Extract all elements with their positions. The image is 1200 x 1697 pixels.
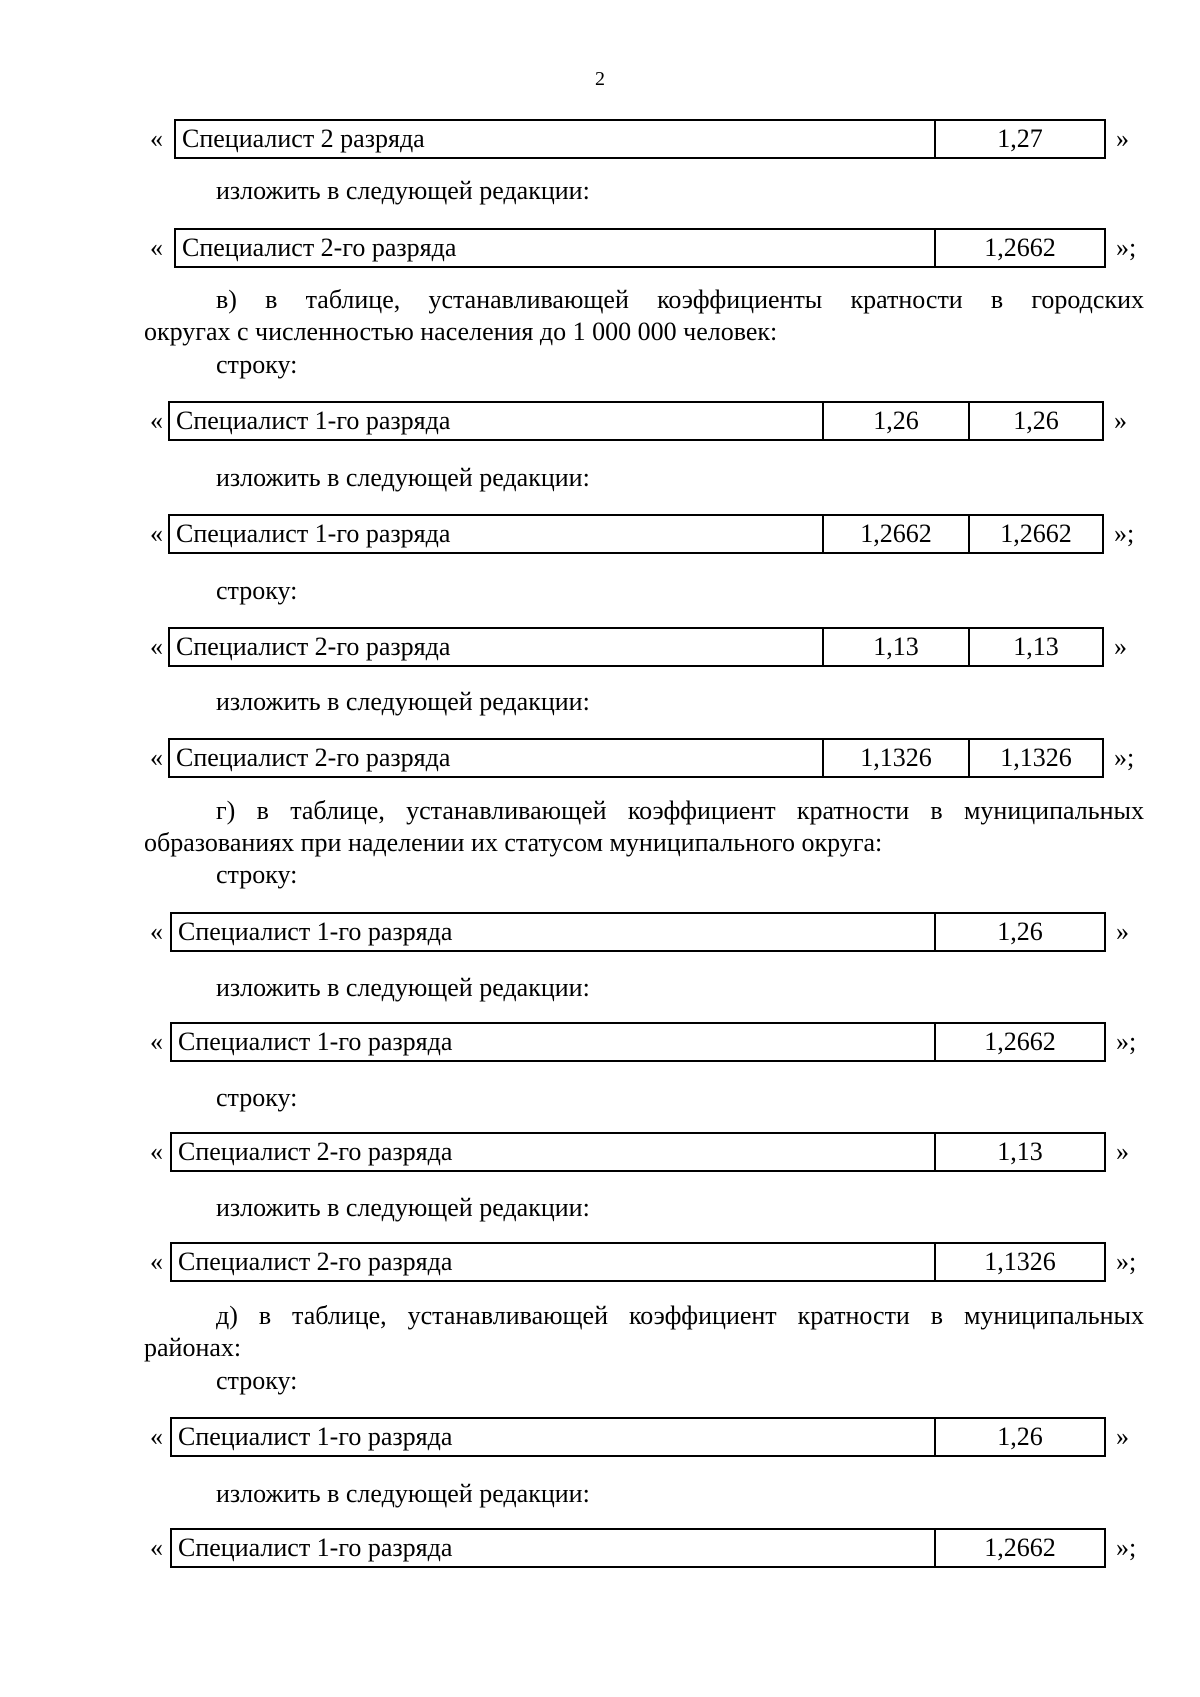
instruction-text: изложить в следующей редакции: [216, 687, 590, 716]
coefficient-value: 1,27 [934, 121, 1104, 157]
open-quote: « [150, 1533, 163, 1562]
close-quote: »; [1114, 743, 1135, 772]
coefficient-table [170, 1528, 1106, 1568]
open-quote: « [150, 1137, 163, 1166]
close-quote: » [1116, 124, 1129, 153]
coefficient-value: 1,2662 [822, 516, 968, 552]
coefficient-value: 1,1326 [968, 740, 1102, 776]
coefficient-table [170, 1022, 1106, 1062]
open-quote: « [150, 124, 163, 153]
coefficient-table [168, 738, 1104, 778]
position-name: Специалист 2-го разряда [176, 743, 451, 772]
position-name: Специалист 2 разряда [182, 124, 425, 153]
open-quote: « [150, 519, 163, 548]
position-name: Специалист 1-го разряда [176, 406, 451, 435]
open-quote: « [150, 1247, 163, 1276]
position-name: Специалист 2-го разряда [178, 1247, 453, 1276]
instruction-text: строку: [216, 1366, 298, 1395]
close-quote: » [1116, 1422, 1129, 1451]
coefficient-value: 1,2662 [934, 1024, 1104, 1060]
position-name: Специалист 1-го разряда [178, 1027, 453, 1056]
close-quote: » [1114, 632, 1127, 661]
instruction-text: изложить в следующей редакции: [216, 463, 590, 492]
coefficient-table [170, 912, 1106, 952]
instruction-text: изложить в следующей редакции: [216, 1193, 590, 1222]
section-d-text [144, 1300, 1144, 1364]
close-quote: »; [1116, 1027, 1137, 1056]
instruction-text: изложить в следующей редакции: [216, 1479, 590, 1508]
close-quote: »; [1116, 1533, 1137, 1562]
coefficient-value: 1,26 [822, 403, 968, 439]
close-quote: » [1114, 406, 1127, 435]
coefficient-value: 1,2662 [934, 1530, 1104, 1566]
section-d-line1: д) в таблице, устанавливающей коэффициент кратности в муниципальных [216, 1301, 1144, 1330]
coefficient-table [168, 401, 1104, 441]
coefficient-table [168, 627, 1104, 667]
instruction-text: изложить в следующей редакции: [216, 973, 590, 1002]
coefficient-value: 1,13 [934, 1134, 1104, 1170]
open-quote: « [150, 233, 163, 262]
close-quote: » [1116, 1137, 1129, 1166]
open-quote: « [150, 1422, 163, 1451]
open-quote: « [150, 1027, 163, 1056]
position-name: Специалист 2-го разряда [178, 1137, 453, 1166]
coefficient-value: 1,13 [822, 629, 968, 665]
position-name: Специалист 1-го разряда [178, 1533, 453, 1562]
coefficient-table [170, 1132, 1106, 1172]
position-name: Специалист 1-го разряда [176, 519, 451, 548]
coefficient-value: 1,1326 [822, 740, 968, 776]
position-name: Специалист 2-го разряда [176, 632, 451, 661]
section-d-line2: районах: [144, 1333, 242, 1362]
instruction-text: строку: [216, 1083, 298, 1112]
coefficient-value: 1,26 [968, 403, 1102, 439]
close-quote: »; [1114, 519, 1135, 548]
section-g-line2: образованиях при наделении их статусом муниципального округа: [144, 828, 883, 857]
coefficient-table [170, 1417, 1106, 1457]
open-quote: « [150, 917, 163, 946]
coefficient-table [174, 119, 1106, 159]
section-v-text [144, 284, 1144, 348]
instruction-text: строку: [216, 576, 298, 605]
page-number: 2 [595, 68, 605, 90]
close-quote: » [1116, 917, 1129, 946]
coefficient-value: 1,1326 [934, 1244, 1104, 1280]
coefficient-value: 1,26 [934, 1419, 1104, 1455]
section-g-text [144, 795, 1144, 859]
close-quote: »; [1116, 1247, 1137, 1276]
open-quote: « [150, 632, 163, 661]
instruction-text: строку: [216, 350, 298, 379]
coefficient-value: 1,13 [968, 629, 1102, 665]
instruction-text: строку: [216, 860, 298, 889]
coefficient-value: 1,2662 [968, 516, 1102, 552]
instruction-text: изложить в следующей редакции: [216, 176, 590, 205]
position-name: Специалист 1-го разряда [178, 917, 453, 946]
open-quote: « [150, 743, 163, 772]
coefficient-table [168, 514, 1104, 554]
coefficient-value: 1,26 [934, 914, 1104, 950]
section-g-line1: г) в таблице, устанавливающей коэффициент кратности в муниципальных [216, 796, 1144, 825]
close-quote: »; [1116, 233, 1137, 262]
position-name: Специалист 1-го разряда [178, 1422, 453, 1451]
coefficient-table [170, 1242, 1106, 1282]
section-v-line1: в) в таблице, устанавливающей коэффициенты кратности в городских [216, 285, 1144, 314]
section-v-line2: округах с численностью населения до 1 000 000 человек: [144, 317, 778, 346]
position-name: Специалист 2-го разряда [182, 233, 457, 262]
open-quote: « [150, 406, 163, 435]
coefficient-table [174, 228, 1106, 268]
coefficient-value: 1,2662 [934, 230, 1104, 266]
